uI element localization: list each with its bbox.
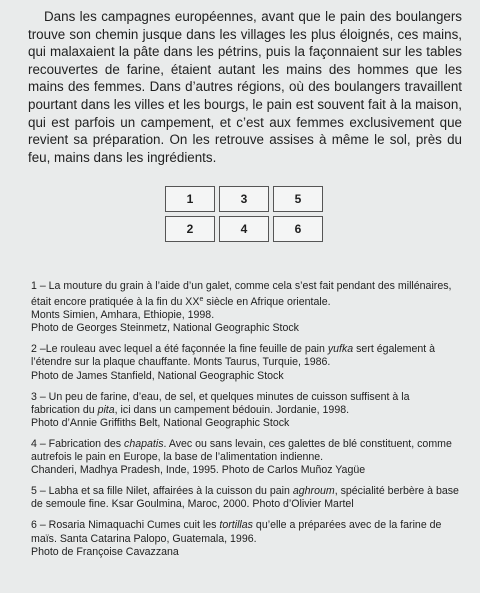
- caption-1-credit: Photo de Georges Steinmetz, National Geographic Stock: [31, 322, 299, 335]
- intro-paragraph: [28, 8, 462, 166]
- caption-5-part: , spécialité berbère à base de semoule fine. Ksar Goulmina, Maroc, 2000. Photo d’Olivier Martel: [31, 485, 459, 511]
- caption-6-italic: tortillas: [219, 519, 253, 532]
- grid-cell-4: 4: [219, 216, 269, 242]
- caption-3-italic: pita: [97, 403, 115, 416]
- grid-cell-1: 1: [165, 186, 215, 212]
- caption-3-text: [31, 391, 461, 417]
- grid-cell-3: 3: [219, 186, 269, 212]
- caption-1-location: Monts Simien, Amhara, Ethiopie, 1998.: [31, 309, 215, 322]
- caption-2-text: [31, 343, 461, 369]
- caption-1-superscript: e: [199, 296, 204, 304]
- caption-4-part: 4 – Fabrication des: [31, 437, 125, 450]
- caption-5-text: [31, 485, 461, 511]
- caption-1: [31, 280, 461, 335]
- caption-1-part: siècle en Afrique orientale.: [203, 296, 331, 309]
- caption-4-text: [31, 438, 461, 464]
- caption-4: [31, 438, 461, 477]
- caption-3-credit: Photo d’Annie Griffiths Belt, National Geographic Stock: [31, 416, 290, 429]
- caption-2-part: 2 –Le rouleau avec lequel a été façonnée la fine feuille de pain: [31, 343, 328, 356]
- caption-4-credit: Chanderi, Madhya Pradesh, Inde, 1995. Photo de Carlos Muñoz Yagüe: [31, 464, 366, 477]
- caption-5: [31, 485, 461, 511]
- caption-5-part: 5 – Labha et sa fille Nilet, affairées à la cuisson du pain: [31, 485, 293, 498]
- caption-5-italic: aghroum: [292, 485, 335, 498]
- caption-2-part: sert également à l’étendre sur la plaque chauffante. Monts Taurus, Turquie, 1986.: [31, 343, 436, 369]
- caption-list: [31, 280, 461, 567]
- caption-6: [31, 519, 461, 558]
- grid-cell-2: 2: [165, 216, 215, 242]
- caption-2-credit: Photo de James Stanfield, National Geographic Stock: [31, 369, 284, 382]
- caption-2: [31, 343, 461, 382]
- caption-3-part: 3 – Un peu de farine, d’eau, de sel, et quelques minutes de cuisson suffisent à la fabrication du: [31, 390, 410, 416]
- caption-4-part: . Avec ou sans levain, ces galettes de blé constituent, comme autrefois le pain en Europe, la base de l’alimentation indienne.: [31, 437, 452, 464]
- grid-cell-6: 6: [273, 216, 323, 242]
- caption-6-credit: Photo de Françoise Cavazzana: [31, 545, 179, 558]
- intro-text: Dans les campagnes européennes, avant que le pain des boulangers trouve son chemin jusque dans les villages les plus éloignés, ces mains, qui malaxaient la pâte dans les pétrins, puis la façonnaient sur les tables recouvertes de farine, étaient autant les mains des hommes que les mains des femmes. Dans d’autres régions, où des boulangers travaillent pourtant dans les villes et les bourgs, le pain est souvent fait à la maison, qui est parfois un campement, et c’est aux femmes exclusivement que revient sa préparation. On les retrouve assises à même le sol, près du feu, mains dans les ingrédients.: [28, 9, 462, 165]
- caption-6-text: [31, 519, 461, 545]
- photo-layout-grid: [165, 186, 323, 242]
- caption-1-part: 1 – La mouture du grain à l’aide d’un galet, comme cela s’est fait pendant des millénaires, était encore pratiquée à la fin du XX: [31, 280, 452, 309]
- caption-3-part: , ici dans un campement bédouin. Jordanie, 1998.: [114, 403, 350, 416]
- caption-6-part: qu’elle a préparées avec de la farine de maïs. Santa Catarina Palopo, Guatemala, 1996.: [31, 519, 442, 545]
- grid-cell-5: 5: [273, 186, 323, 212]
- caption-6-part: 6 – Rosaria Nimaquachi Cumes cuit les: [31, 519, 220, 532]
- caption-4-italic: chapatis: [124, 437, 164, 450]
- caption-3: [31, 391, 461, 430]
- caption-2-italic: yufka: [327, 343, 354, 356]
- caption-1-text: [31, 280, 461, 309]
